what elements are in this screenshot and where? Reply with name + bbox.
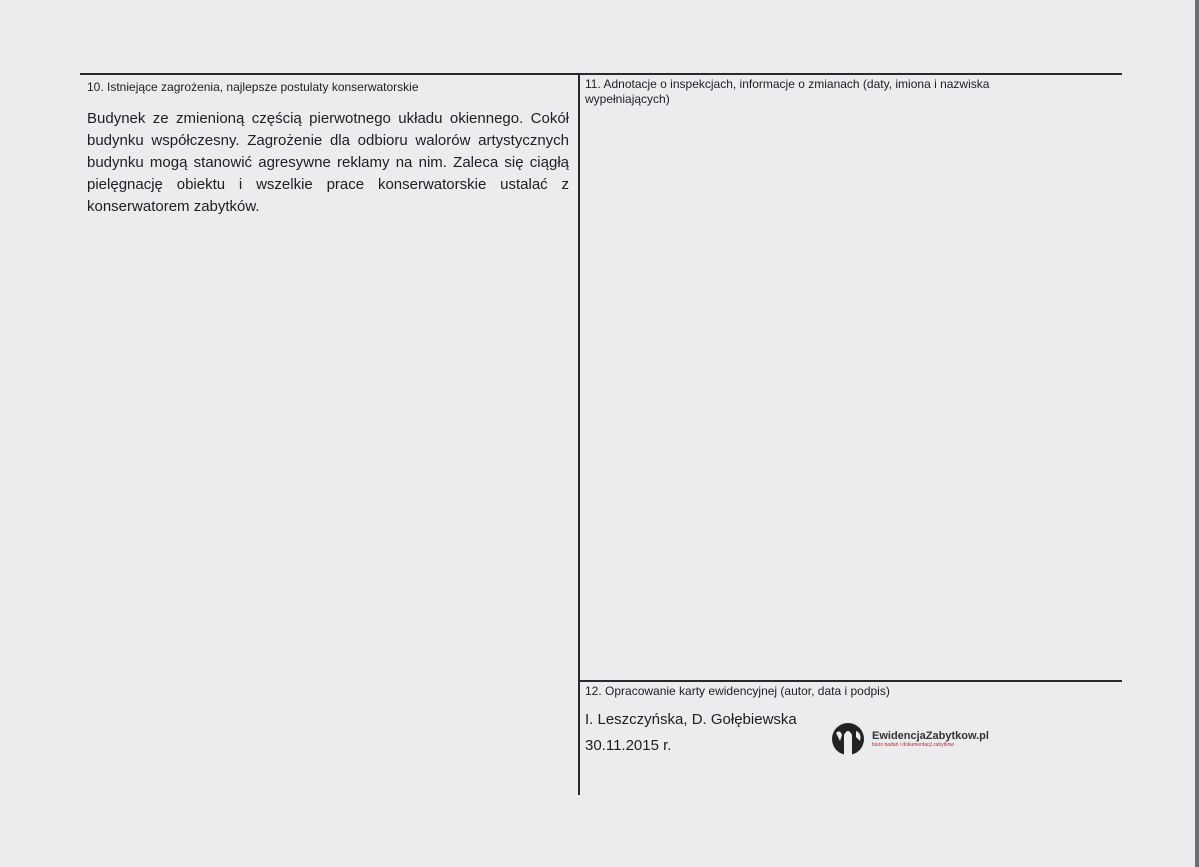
section12-label: 12. Opracowanie karty ewidencyjnej (autor, data i podpis) <box>585 684 890 698</box>
section12-authors: I. Leszczyńska, D. Gołębiewska <box>585 711 797 728</box>
globe-logo-icon <box>830 719 866 759</box>
section10-text: Budynek ze zmienioną częścią pierwotnego układu okiennego. Cokół budynku współczesny. Zagrożenie dla odbioru walorów artystycznych budynku mogą stanowić agresywne reklamy na nim. Zaleca się ciągłą pielęgnację obiektu i wszelkie prace konserwatorskie ustalać z konserwatorem zabytków. <box>87 110 569 215</box>
scan-edge <box>1195 0 1199 867</box>
section12-rule <box>578 680 1122 682</box>
logo <box>830 719 989 759</box>
logo-title: EwidencjaZabytkow.pl <box>872 730 989 742</box>
section10-label: 10. Istniejące zagrożenia, najlepsze postulaty konserwatorskie <box>87 80 419 94</box>
section12-date: 30.11.2015 r. <box>585 737 672 754</box>
section11-label: 11. Adnotacje o inspekcjach, informacje o zmianach (daty, imiona i nazwiska wypełniających) <box>585 77 990 106</box>
logo-subtitle: biuro badań i dokumentacji zabytków <box>872 742 954 748</box>
column-divider <box>578 73 580 795</box>
top-rule <box>80 73 1122 75</box>
